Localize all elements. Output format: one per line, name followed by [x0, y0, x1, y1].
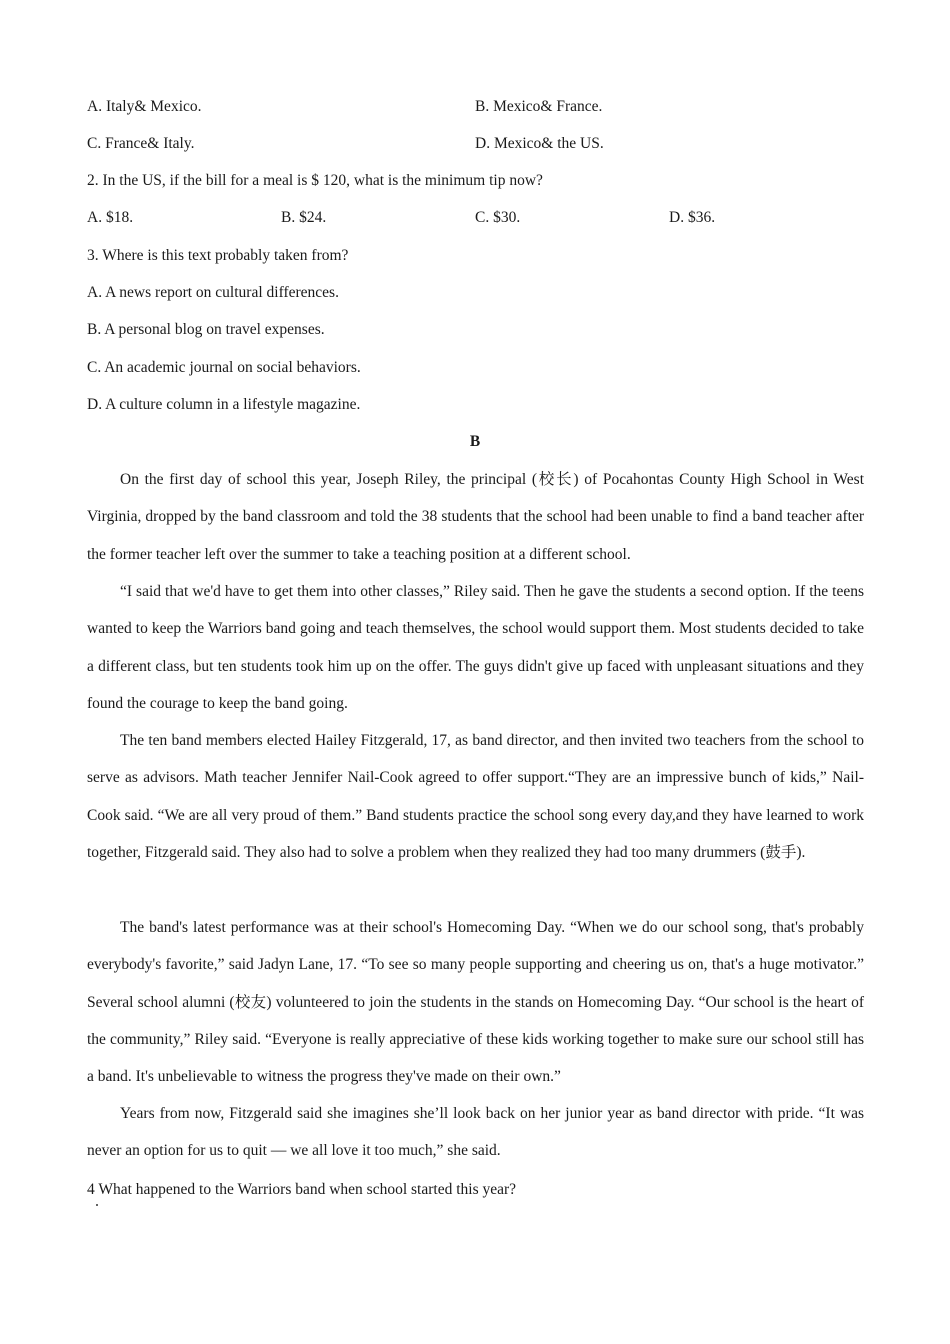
- passage-paragraph-3: The ten band members elected Hailey Fitzgerald, 17, as band director, and then invited two teachers from the school to serve as advisors. Math teacher Jennifer Nail-Cook agreed to offer support.“They are an impressive bunch of kids,” Nail-Cook said. “We are all very proud of them.” Band students practice the school song every day,and they have learned to work together, Fitzgerald said. They also had to solve a problem when they realized they had too many drummers (鼓手).: [87, 732, 864, 861]
- q2-option-a: A. $18.: [87, 209, 134, 226]
- q2-stem: 2. In the US, if the bill for a meal is $ 120, what is the minimum tip now?: [87, 172, 543, 189]
- passage-paragraph-4: The band's latest performance was at their school's Homecoming Day. “When we do our school song, that's probably everybody's favorite,” said Jadyn Lane, 17. “To see so many people supporting and cheering us on, that's a huge motivator.” Several school alumni (校友) volunteered to join the students in the stands on Homecoming Day. “Our school is the heart of the community,” Riley said. “Everyone is really appreciative of these kids working together to make sure our school still has a band. It's unbelievable to witness the progress they've made on their own.”: [87, 919, 864, 1086]
- q2-option-d: D. $36.: [669, 209, 716, 226]
- q3-option-d: D. A culture column in a lifestyle magazine.: [87, 396, 361, 413]
- passage-paragraph-2: “I said that we'd have to get them into other classes,” Riley said. Then he gave the students a second option. If the teens wanted to keep the Warriors band going and teach themselves, the school would support them. Most students decided to take a different class, but ten students took him up on the offer. The guys didn't give up faced with unpleasant situations and they found the courage to keep the band going.: [87, 583, 864, 712]
- section-b-heading: B: [469, 433, 481, 450]
- q4-stem: 4 What happened to the Warriors band when school started this year?: [87, 1181, 517, 1198]
- q2-option-b: B. $24.: [281, 209, 327, 226]
- q1-option-a: A. Italy& Mexico.: [87, 98, 202, 115]
- passage-paragraph-5: Years from now, Fitzgerald said she imagines she’ll look back on her junior year as band director with pride. “It was never an option for us to quit — we all love it too much,” she said.: [87, 1105, 864, 1160]
- q1-option-b: B. Mexico& France.: [475, 98, 603, 115]
- q3-option-c: C. An academic journal on social behaviors.: [87, 359, 361, 376]
- q3-stem: 3. Where is this text probably taken from?: [87, 247, 349, 264]
- passage-paragraph-1: On the first day of school this year, Joseph Riley, the principal (校长) of Pocahontas County High School in West Virginia, dropped by the band classroom and told the 38 students that the school had been unable to find a band teacher after the former teacher left over the summer to take a teaching position at a different school.: [87, 471, 864, 563]
- q3-option-b: B. A personal blog on travel expenses.: [87, 321, 325, 338]
- q4-number-dot: [96, 1204, 98, 1206]
- q1-option-d: D. Mexico& the US.: [475, 135, 604, 152]
- q3-option-a: A. A news report on cultural differences.: [87, 284, 339, 301]
- q1-option-c: C. France& Italy.: [87, 135, 195, 152]
- q2-option-c: C. $30.: [475, 209, 521, 226]
